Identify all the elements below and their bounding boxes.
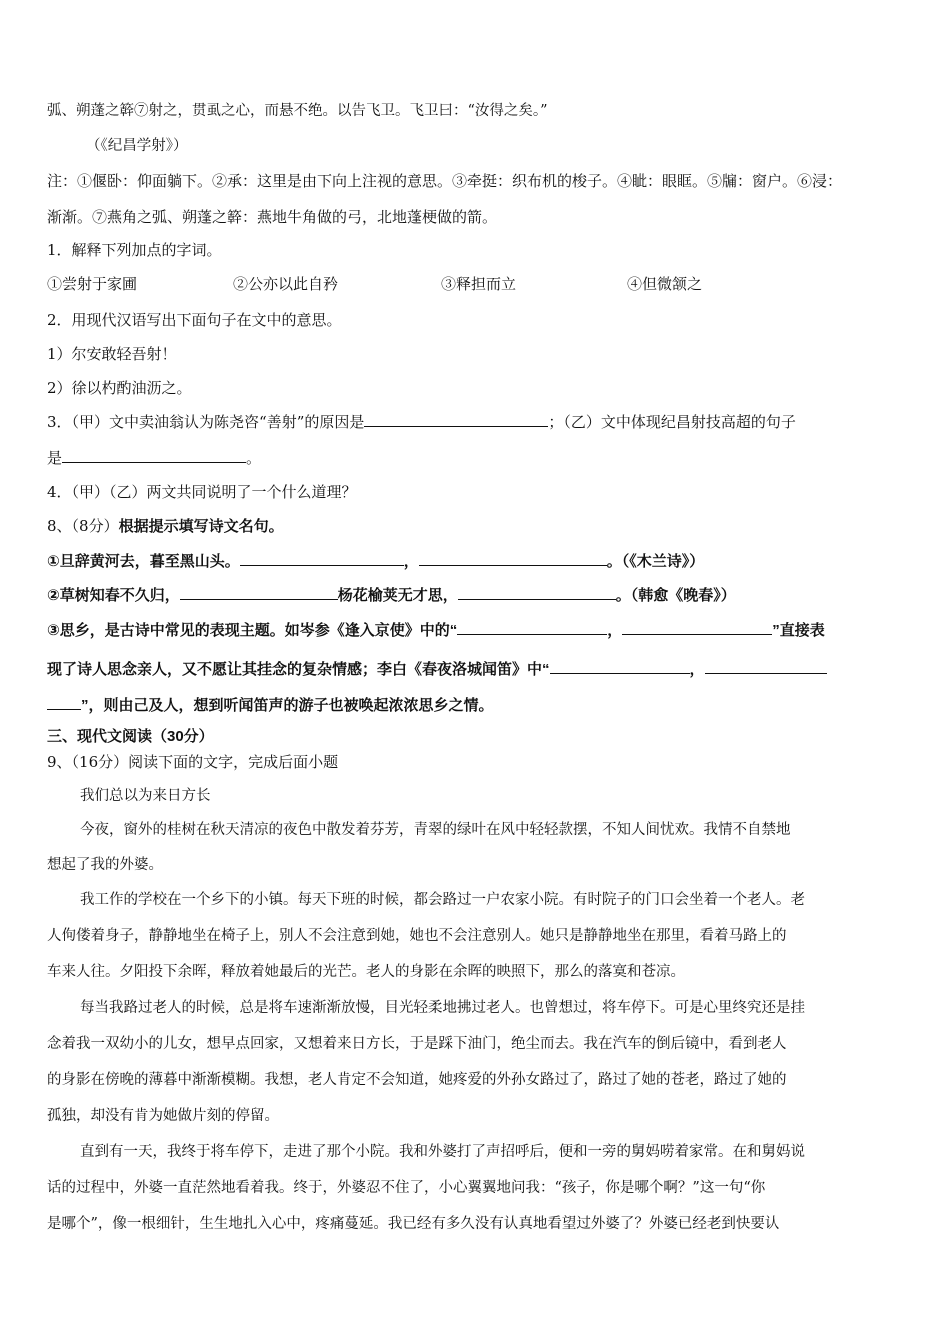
poem-line-1: ①旦辞黄河去，暮至黑山头。 ， 。（《木兰诗》） xyxy=(47,550,704,572)
answer-blank[interactable] xyxy=(419,550,607,566)
question-8-heading: 8、（8分）根据提示填写诗文名句。 xyxy=(47,517,284,535)
article-line: 我工作的学校在一个乡下的小镇。每天下班的时候，都会路过一户农家小院。有时院子的门口会坐着一个老人。老 xyxy=(80,892,805,908)
article-line: 人佝偻着身子，静静地坐在椅子上，别人不会注意到她，她也不会注意别人。她只是静静地坐在那里，看着马路上的 xyxy=(47,928,787,944)
answer-blank[interactable] xyxy=(622,619,772,635)
option-2: ②公亦以此自矜 xyxy=(233,275,339,293)
answer-blank[interactable] xyxy=(62,447,246,463)
option-3: ③释担而立 xyxy=(441,275,517,293)
answer-blank[interactable] xyxy=(705,658,827,674)
question-9-heading: 9、（16分）阅读下面的文字，完成后面小题 xyxy=(47,753,339,771)
answer-blank[interactable] xyxy=(47,694,81,710)
answer-blank[interactable] xyxy=(457,619,607,635)
question-1: 1．解释下列加点的字词。 xyxy=(47,241,222,259)
article-title: 我们总以为来日方长 xyxy=(80,788,211,804)
poem-line-3: ③思乡，是古诗中常见的表现主题。如岑参《逢入京使》中的“ ， ”直接表 xyxy=(47,619,825,641)
question-3: 3．（甲）文中卖油翁认为陈尧咨“善射”的原因是 ；（乙）文中体现纪昌射技高超的句子 xyxy=(47,413,796,431)
question-3-continued: 是 。 xyxy=(47,449,262,467)
article-line: 的身影在傍晚的薄暮中渐渐模糊。我想，老人肯定不会知道，她疼爱的外孙女路过了，路过了她的苍老，路过了她的 xyxy=(47,1072,787,1088)
article-line: 孤独，却没有肯为她做片刻的停留。 xyxy=(47,1108,279,1124)
question-2-item-1: 1）尔安敢轻吾射！ xyxy=(47,345,177,363)
article-line: 是哪个”，像一根细针，生生地扎入心中，疼痛蔓延。我已经有多久没有认真地看望过外婆了？外婆已经老到快要认 xyxy=(47,1216,780,1232)
question-2-item-2: 2）徐以杓酌油沥之。 xyxy=(47,379,192,397)
article-line: 话的过程中，外婆一直茫然地看着我。终于，外婆忍不住了，小心翼翼地问我：“孩子，你是哪个啊？”这一句“你 xyxy=(47,1180,766,1196)
article-line: 车来人往。夕阳投下余晖，释放着她最后的光芒。老人的身影在余晖的映照下，那么的落寞和苍凉。 xyxy=(47,964,685,980)
answer-blank[interactable] xyxy=(550,658,690,674)
answer-blank[interactable] xyxy=(180,584,338,600)
answer-blank[interactable] xyxy=(240,550,404,566)
answer-blank[interactable] xyxy=(458,584,616,600)
article-line: 直到有一天，我终于将车停下，走进了那个小院。我和外婆打了声招呼后，便和一旁的舅妈唠着家常。在和舅妈说 xyxy=(80,1144,805,1160)
poem-line-3-end: ”，则由己及人，想到听闻笛声的游子也被唤起浓浓思乡之情。 xyxy=(47,694,494,716)
article-line: 念着我一双幼小的儿女，想早点回家，又想着来日方长，于是踩下油门，绝尘而去。我在汽车的倒后镜中，看到老人 xyxy=(47,1036,787,1052)
annotation-line: 注：①偃卧：仰面躺下。②承：这里是由下向上注视的意思。③牵挺：织布机的梭子。④眦：眼眶。⑤牖：窗户。⑥浸： xyxy=(47,172,843,190)
poem-line-3-continued: 现了诗人思念亲人，又不愿让其挂念的复杂情感；李白《春夜洛城闻笛》中“ ， xyxy=(47,658,827,680)
poem-line-2: ②草树知春不久归， 杨花榆荚无才思， 。（韩愈《晚春》） xyxy=(47,584,736,606)
article-line: 想起了我的外婆。 xyxy=(47,857,163,873)
article-line: 今夜，窗外的桂树在秋天清凉的夜色中散发着芬芳，青翠的绿叶在风中轻轻款摆，不知人间忧欢。我情不自禁地 xyxy=(80,822,791,838)
answer-blank[interactable] xyxy=(364,411,548,427)
annotation-line: 渐渐。⑦燕角之弧、朔蓬之簳：燕地牛角做的弓，北地蓬梗做的箭。 xyxy=(47,208,498,226)
passage-line: 弧、朔蓬之簳⑦射之，贯虱之心，而悬不绝。以告飞卫。飞卫曰：“汝得之矣。” xyxy=(47,103,548,119)
option-1: ①尝射于家圃 xyxy=(47,275,138,293)
question-1-options xyxy=(47,274,907,294)
section-heading: 三、现代文阅读（30分） xyxy=(47,728,214,745)
question-4: 4．（甲）（乙）两文共同说明了一个什么道理？ xyxy=(47,483,357,501)
article-line: 每当我路过老人的时候，总是将车速渐渐放慢，目光轻柔地拂过老人。也曾想过，将车停下。可是心里终究还是挂 xyxy=(80,1000,805,1016)
question-2: 2．用现代汉语写出下面句子在文中的意思。 xyxy=(47,311,342,329)
passage-source: （《纪昌学射》） xyxy=(86,138,188,154)
option-4: ④但微颔之 xyxy=(627,275,703,293)
